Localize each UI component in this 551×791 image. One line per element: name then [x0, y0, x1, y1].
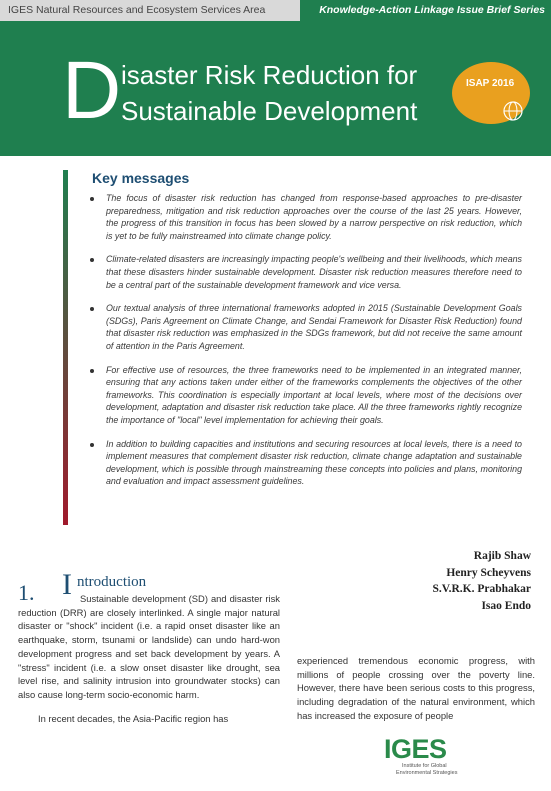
section-number: 1. [18, 580, 35, 605]
top-bar [0, 0, 551, 21]
author-list [432, 548, 531, 614]
author-name: Isao Endo [481, 599, 531, 612]
key-messages-accent-bar [63, 170, 68, 525]
key-message-item [86, 192, 522, 242]
series-name: Knowledge-Action Linkage Issue Brief Series [300, 0, 551, 21]
bullet-icon [90, 307, 94, 311]
key-message-text: Climate-related disasters are increasingly impacting people's wellbeing and their livelihoods, which means that these disasters hinder sustainable development. Disaster risk reduction measures therefore need to be a central part of the sustainable development framework and vice versa. [106, 254, 522, 290]
key-message-text: The focus of disaster risk reduction has changed from response-based approaches to pre-disaster preparedness, mitigation and risk reduction approaches over the course of the last 25 years. However, the progress of this transition in focus has been slowed by a narrow perspective on risk reduction, which is yet to be fully mainstreamed into climate change policy. [106, 193, 522, 241]
intro-left-column [18, 592, 280, 735]
author-name: S.V.R.K. Prabhakar [432, 583, 531, 595]
key-message-item [86, 302, 522, 352]
section-heading: ntroduction [77, 574, 147, 590]
key-message-item [86, 438, 522, 488]
title-line-2: Sustainable Development [121, 96, 418, 126]
intro-paragraph: Sustainable development (SD) and disaster risk reduction (DRR) are closely interlinked. A single major natural disaster or "shock" incident (i.e. a rapid onset disaster like an earthquake, storm, tsunami or landslide) can undo hard-won development progress and set back development by years. A "stress" incident (i.e. a slow onset disaster like drought, sea level rise, and salinity intrusion into groundwater stocks) can also cause long-term socio-economic harm. [18, 593, 280, 700]
key-message-item [86, 364, 522, 427]
key-message-text: Our textual analysis of three international frameworks adopted in 2015 (Sustainable Development Goals (SDGs), Paris Agreement on Climate Change, and Sendai Framework for Disaster Risk Reduction) found that disaster risk reduction was emphasized in the SDGs framework, but did not receive the same amount of attention in the Paris Agreement. [106, 303, 522, 351]
isap-badge-label: ISAP 2016 [466, 78, 515, 89]
logo-wordmark: IGES [384, 734, 447, 764]
key-message-text: For effective use of resources, the three frameworks need to be implemented in an integrated manner, ensuring that any actions taken under either of the frameworks complements the objectives of the other frameworks. This coordination is especially important at local levels, where most of the decisions over development, adaptation and disaster risk reduction take place. All the three frameworks rightly recognize the importance of "local" level implementation for achieving their goals. [106, 364, 522, 425]
bullet-icon [90, 369, 94, 373]
bullet-icon [90, 258, 94, 262]
title-line-1: isaster Risk Reduction for [121, 60, 418, 90]
intro-paragraph: In recent decades, the Asia-Pacific region has [38, 712, 229, 724]
logo-subtitle: Institute for Global [402, 763, 447, 769]
author-name: Rajib Shaw [473, 550, 531, 562]
intro-right-column: experienced tremendous economic progress, with millions of people crossing over the poverty line. However, there have been serious costs to this progress, including degradation of the natural environment, which has increased the exposure of people [297, 655, 535, 721]
title-initial: D [62, 45, 122, 136]
key-messages-list [86, 192, 522, 499]
org-name: IGES Natural Resources and Ecosystem Services Area [0, 0, 300, 21]
bullet-icon [90, 197, 94, 201]
iges-logo [384, 734, 458, 777]
bullet-icon [90, 443, 94, 447]
key-messages-heading: Key messages [92, 170, 190, 186]
globe-icon [500, 100, 526, 122]
key-message-text: In addition to building capacities and institutions and securing resources at local levels, there is a need to implement measures that complement disaster risk reduction, climate change adaptation and sustainable development, which is possible through mainstreaming these concepts into policies and plans, monitoring and evaluation and impact assessment guidelines. [106, 438, 522, 487]
logo-subtitle: Environmental Strategies [396, 770, 458, 776]
author-name: Henry Scheyvens [446, 566, 531, 579]
section-heading-initial: I [62, 568, 72, 601]
key-message-item [86, 253, 522, 291]
